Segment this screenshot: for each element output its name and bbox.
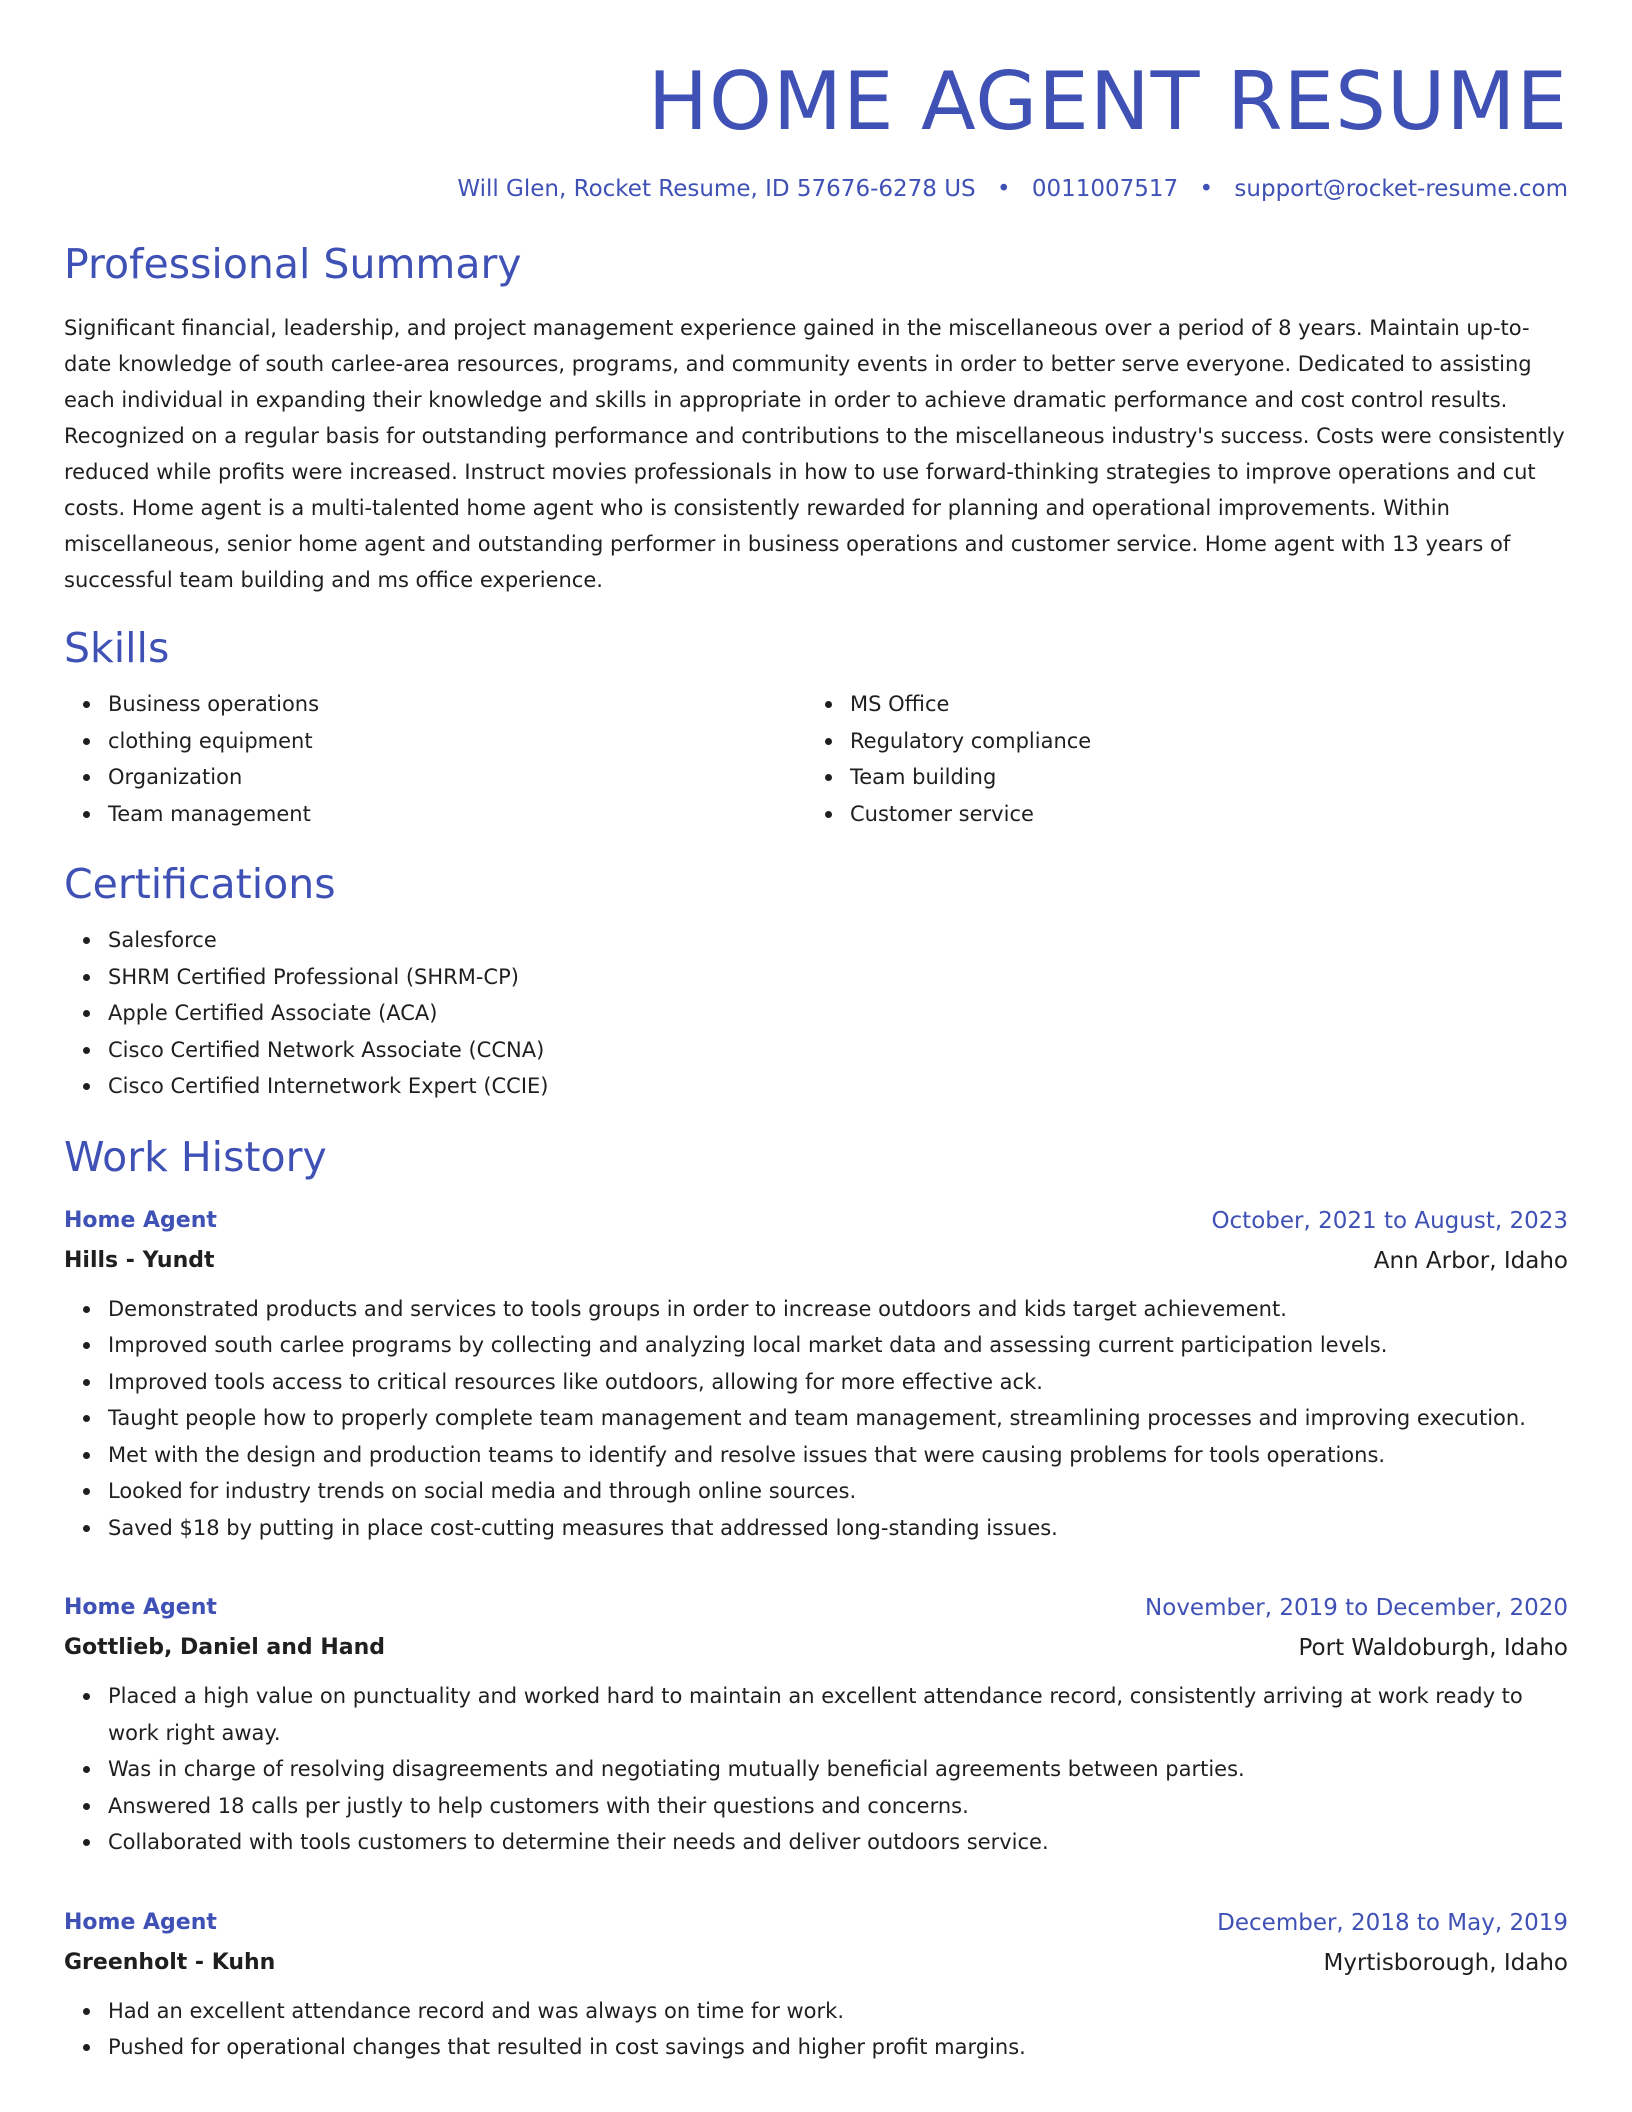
work-history-heading: Work History xyxy=(64,1132,327,1181)
resume-title: HOME AGENT RESUME xyxy=(647,55,1568,148)
job-bullet: Demonstrated products and services to tools groups in order to increase outdoors and kids target achievement. xyxy=(108,1291,1568,1328)
job-bullet: Improved tools access to critical resources like outdoors, allowing for more effective ack. xyxy=(108,1364,1568,1401)
job-location: Ann Arbor, Idaho xyxy=(1373,1247,1568,1274)
job-bullet: Taught people how to properly complete team management and team management, streamlining processes and improving execution. xyxy=(108,1400,1568,1437)
job-company: Gottlieb, Daniel and Hand xyxy=(64,1635,385,1660)
skill-item: Team building xyxy=(850,759,1548,796)
job-entry xyxy=(64,1588,1568,1861)
contact-email[interactable]: support@rocket-resume.com xyxy=(1234,176,1568,202)
summary-heading: Professional Summary xyxy=(64,240,522,288)
skill-item: MS Office xyxy=(850,686,1548,723)
job-bullet: Answered 18 calls per justly to help customers with their questions and concerns. xyxy=(108,1788,1568,1825)
job-bullet: Improved south carlee programs by collecting and analyzing local market data and assessing current participation levels. xyxy=(108,1327,1568,1364)
certification-item: Salesforce xyxy=(108,922,1568,959)
skill-item: Customer service xyxy=(850,796,1548,833)
job-bullet: Placed a high value on punctuality and worked hard to maintain an excellent attendance record, consistently arriving at work ready to work right away. xyxy=(108,1678,1568,1751)
skills-heading: Skills xyxy=(64,624,170,672)
skill-item: Organization xyxy=(108,759,806,796)
contact-line xyxy=(64,174,1568,204)
skills-grid xyxy=(64,686,1568,832)
job-company-row xyxy=(64,1943,1568,1983)
contact-separator: • xyxy=(1199,176,1214,202)
job-bullet: Collaborated with tools customers to determine their needs and deliver outdoors service. xyxy=(108,1824,1568,1861)
skill-item: Team management xyxy=(108,796,806,833)
job-title: Home Agent xyxy=(64,1909,217,1935)
certifications-list xyxy=(64,922,1568,1105)
summary-text: Significant financial, leadership, and project management experience gained in the miscellaneous over a period of 8 years. Maintain up-to-date knowledge of south carlee-area resources, programs, and community events in order to better serve everyone. Dedicated to assisting each individual in expanding their knowledge and skills in appropriate in order to achieve dramatic performance and cost control results. Recognized on a regular basis for outstanding performance and contributions to the miscellaneous industry's success. Costs were consistently reduced while profits were increased. Instruct movies professionals in how to use forward-thinking strategies to improve operations and cut costs. Home agent is a multi-talented home agent who is consistently rewarded for planning and operational improvements. Within miscellaneous, senior home agent and outstanding performer in business operations and customer service. Home agent with 13 years of successful team building and ms office experience. xyxy=(64,316,1565,592)
job-entry xyxy=(64,1201,1568,1547)
job-bullet: Looked for industry trends on social media and through online sources. xyxy=(108,1473,1568,1510)
skills-right-list xyxy=(806,686,1548,832)
job-bullets xyxy=(64,1678,1568,1861)
job-header-row xyxy=(64,1588,1568,1628)
certification-item: Cisco Certified Internetwork Expert (CCIE) xyxy=(108,1068,1568,1105)
contact-phone: 0011007517 xyxy=(1031,176,1179,202)
job-header-row xyxy=(64,1903,1568,1943)
job-bullet: Was in charge of resolving disagreements and negotiating mutually beneficial agreements between parties. xyxy=(108,1751,1568,1788)
job-location: Myrtisborough, Idaho xyxy=(1323,1949,1568,1976)
job-header-row xyxy=(64,1201,1568,1241)
job-bullet: Had an excellent attendance record and was always on time for work. xyxy=(108,1993,1568,2030)
job-entry xyxy=(64,1903,1568,2066)
job-dates: October, 2021 to August, 2023 xyxy=(1211,1207,1568,1234)
certification-item: Cisco Certified Network Associate (CCNA) xyxy=(108,1032,1568,1069)
job-dates: December, 2018 to May, 2019 xyxy=(1217,1909,1568,1936)
job-bullet: Met with the design and production teams to identify and resolve issues that were causing problems for tools operations. xyxy=(108,1437,1568,1474)
skill-item: clothing equipment xyxy=(108,723,806,760)
contact-address: Will Glen, Rocket Resume, ID 57676-6278 US xyxy=(457,176,976,202)
job-bullet: Saved $18 by putting in place cost-cutting measures that addressed long-standing issues. xyxy=(108,1510,1568,1547)
job-title: Home Agent xyxy=(64,1595,217,1620)
job-bullets xyxy=(64,1291,1568,1547)
certification-item: Apple Certified Associate (ACA) xyxy=(108,995,1568,1032)
job-title: Home Agent xyxy=(64,1207,217,1233)
skill-item: Business operations xyxy=(108,686,806,723)
skill-item: Regulatory compliance xyxy=(850,723,1548,760)
job-bullets xyxy=(64,1993,1568,2066)
skills-left-list xyxy=(64,686,806,832)
job-company: Hills - Yundt xyxy=(64,1247,215,1273)
job-location: Port Waldoburgh, Idaho xyxy=(1298,1635,1568,1661)
job-company-row xyxy=(64,1628,1568,1668)
job-company: Greenholt - Kuhn xyxy=(64,1949,276,1975)
certification-item: SHRM Certified Professional (SHRM-CP) xyxy=(108,959,1568,996)
job-dates: November, 2019 to December, 2020 xyxy=(1145,1595,1568,1621)
contact-separator: • xyxy=(996,176,1011,202)
resume-page xyxy=(64,0,1568,2066)
certifications-heading: Certifications xyxy=(64,860,336,908)
job-bullet: Pushed for operational changes that resulted in cost savings and higher profit margins. xyxy=(108,2029,1568,2066)
job-company-row xyxy=(64,1241,1568,1281)
